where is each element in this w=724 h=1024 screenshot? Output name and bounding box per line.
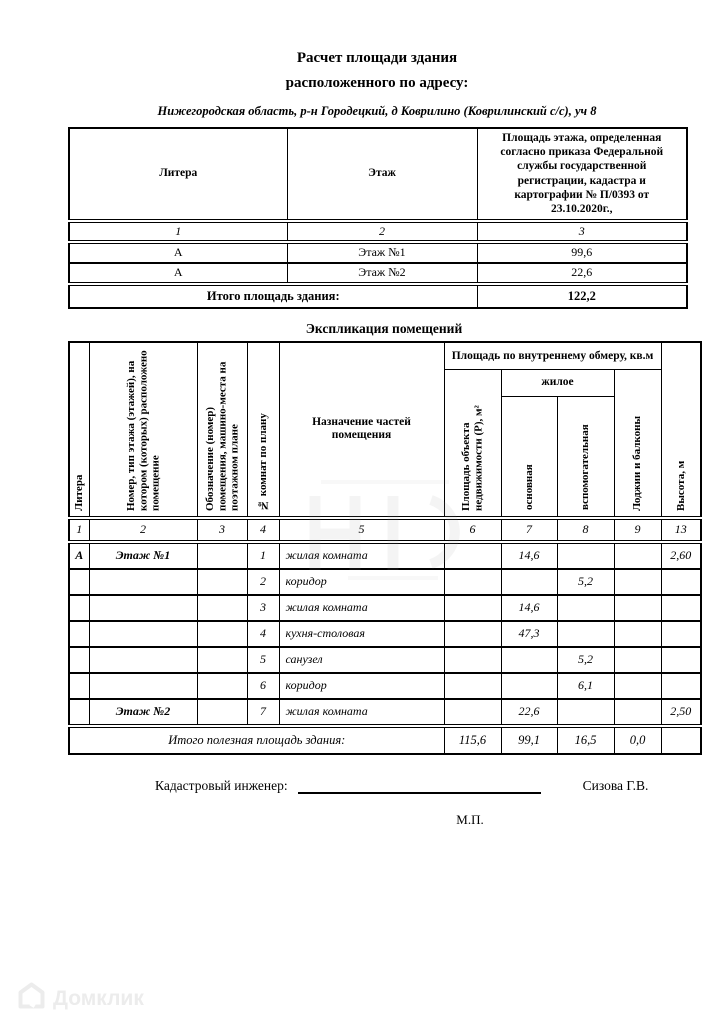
col-number: 1	[69, 518, 89, 542]
cell-main-area	[501, 569, 557, 595]
cell-litera	[69, 673, 89, 699]
col-number: 5	[279, 518, 444, 542]
cell-loggias	[614, 699, 661, 726]
table-row	[69, 673, 701, 699]
cell-main-area	[501, 647, 557, 673]
explication-total-row	[69, 726, 701, 754]
address-line: Нижегородская область, р-н Городецкий, д Коврилино (Коврилинский с/с), уч 8	[157, 103, 597, 118]
cell-floor: Этаж №1	[89, 542, 197, 569]
floor-table-number-row	[69, 221, 687, 242]
cell-room: 7	[247, 699, 279, 726]
cell-area: 22,6	[477, 263, 687, 284]
cell-loggias	[614, 673, 661, 699]
cell-room: 5	[247, 647, 279, 673]
title-line-1: Расчет площади здания	[296, 50, 458, 66]
cell-litera: А	[69, 242, 287, 263]
cell-aux-area	[557, 621, 614, 647]
cell-height	[661, 621, 701, 647]
col-number: 4	[247, 518, 279, 542]
header-main-area: основная	[501, 396, 557, 518]
header-object-area: Площадь объекта недвижимости (Р), м²	[444, 370, 501, 518]
cell-main-area: 22,6	[501, 699, 557, 726]
header-living-group: жилое	[501, 370, 614, 396]
cell-area: 99,6	[477, 242, 687, 263]
header-designation: Обозначение (номер) помещения, машино-места на поэтажном плане	[197, 342, 247, 518]
cell-room: 2	[247, 569, 279, 595]
stamp-place-label: М.П.	[456, 811, 484, 827]
cell-height	[661, 647, 701, 673]
cell-purpose: коридор	[279, 673, 444, 699]
cell-floor	[89, 647, 197, 673]
cell-object-area	[444, 542, 501, 569]
cell-aux-area: 5,2	[557, 569, 614, 595]
col-number: 1	[69, 221, 287, 242]
header-inner-area-group: Площадь по внутреннему обмеру, кв.м	[444, 342, 661, 370]
header-purpose: Назначение частей помещения	[279, 342, 444, 518]
cell-litera	[69, 621, 89, 647]
cell-object-area	[444, 647, 501, 673]
cell-main-area	[501, 673, 557, 699]
table-row	[69, 647, 701, 673]
total-label: Итого полезная площадь здания:	[69, 726, 444, 754]
domclick-watermark	[18, 982, 144, 1015]
cell-main-area: 14,6	[501, 595, 557, 621]
table-row	[69, 542, 701, 569]
col-number: 3	[477, 221, 687, 242]
cell-aux-area	[557, 699, 614, 726]
header-floor: Этаж	[287, 128, 477, 221]
cell-height: 2,50	[661, 699, 701, 726]
cell-litera: А	[69, 263, 287, 284]
total-value: 122,2	[477, 284, 687, 308]
cell-designation	[197, 569, 247, 595]
cell-room: 4	[247, 621, 279, 647]
col-number: 2	[89, 518, 197, 542]
cell-height	[661, 595, 701, 621]
cell-designation	[197, 647, 247, 673]
cell-object-area	[444, 595, 501, 621]
table-row	[69, 242, 687, 263]
cell-aux-area	[557, 542, 614, 569]
header-height: Высота, м	[661, 342, 701, 518]
total-height	[661, 726, 701, 754]
cell-litera	[69, 595, 89, 621]
cell-height	[661, 673, 701, 699]
cell-floor	[89, 673, 197, 699]
cell-floor: Этаж №1	[287, 242, 477, 263]
header-litera: Литера	[69, 128, 287, 221]
brand-text: Домклик	[53, 986, 144, 1010]
explication-number-row	[69, 518, 701, 542]
cell-room: 6	[247, 673, 279, 699]
cell-room: 3	[247, 595, 279, 621]
cell-aux-area: 5,2	[557, 647, 614, 673]
header-litera: Литера	[69, 342, 89, 518]
cell-floor	[89, 569, 197, 595]
cell-main-area: 14,6	[501, 542, 557, 569]
engineer-label: Кадастровый инженер:	[155, 777, 288, 793]
explication-title: Экспликация помещений	[305, 320, 463, 336]
header-auxiliary-area: вспомогательная	[557, 396, 614, 518]
cell-designation	[197, 542, 247, 569]
house-icon	[18, 982, 45, 1015]
col-number: 7	[501, 518, 557, 542]
explication-table	[68, 341, 702, 755]
cell-designation	[197, 673, 247, 699]
signature-line	[298, 777, 541, 794]
cell-height	[661, 569, 701, 595]
cell-object-area	[444, 569, 501, 595]
cell-litera	[69, 647, 89, 673]
explication-header-row-1	[69, 342, 701, 370]
header-floor-number: Номер, тип этажа (этажей), на котором (которых) расположено помещение	[89, 342, 197, 518]
cell-designation	[197, 595, 247, 621]
cell-purpose: коридор	[279, 569, 444, 595]
cell-designation	[197, 699, 247, 726]
col-number: 9	[614, 518, 661, 542]
cell-litera	[69, 569, 89, 595]
cell-loggias	[614, 647, 661, 673]
cell-purpose: кухня-столовая	[279, 621, 444, 647]
total-label: Итого площадь здания:	[69, 284, 477, 308]
cell-object-area	[444, 673, 501, 699]
cell-loggias	[614, 595, 661, 621]
cell-floor	[89, 595, 197, 621]
cell-litera	[69, 699, 89, 726]
col-number: 3	[197, 518, 247, 542]
cell-loggias	[614, 569, 661, 595]
cell-floor: Этаж №2	[89, 699, 197, 726]
title-line-2: расположенного по адресу:	[285, 74, 469, 91]
floor-area-table	[68, 127, 688, 309]
cell-aux-area: 6,1	[557, 673, 614, 699]
cell-purpose: жилая комната	[279, 699, 444, 726]
engineer-name: Сизова Г.В.	[582, 777, 649, 793]
cell-purpose: санузел	[279, 647, 444, 673]
cell-room: 1	[247, 542, 279, 569]
cell-purpose: жилая комната	[279, 595, 444, 621]
table-row	[69, 569, 701, 595]
cell-purpose: жилая комната	[279, 542, 444, 569]
cell-designation	[197, 621, 247, 647]
floor-table-header-row	[69, 128, 687, 221]
col-number: 13	[661, 518, 701, 542]
total-loggias: 0,0	[614, 726, 661, 754]
cell-loggias	[614, 542, 661, 569]
col-number: 8	[557, 518, 614, 542]
table-row	[69, 595, 701, 621]
cell-object-area	[444, 621, 501, 647]
header-area: Площадь этажа, определенная согласно приказа Федеральной службы государственной регистрации, кадастра и картографии № П/0393 от 23.10.2020г.,	[477, 128, 687, 221]
total-object-area: 115,6	[444, 726, 501, 754]
cell-loggias	[614, 621, 661, 647]
cell-litera: А	[69, 542, 89, 569]
header-room-number: № комнат по плану	[247, 342, 279, 518]
total-aux-area: 16,5	[557, 726, 614, 754]
col-number: 6	[444, 518, 501, 542]
cell-main-area: 47,3	[501, 621, 557, 647]
total-main-area: 99,1	[501, 726, 557, 754]
cell-aux-area	[557, 595, 614, 621]
cell-floor: Этаж №2	[287, 263, 477, 284]
signature-row	[68, 777, 708, 794]
col-number: 2	[287, 221, 477, 242]
table-row	[69, 263, 687, 284]
cell-floor	[89, 621, 197, 647]
cell-object-area	[444, 699, 501, 726]
table-row	[69, 621, 701, 647]
header-loggias: Лоджии и балконы	[614, 370, 661, 518]
floor-table-total-row	[69, 284, 687, 308]
cell-height: 2,60	[661, 542, 701, 569]
page-title	[68, 46, 686, 96]
table-row	[69, 699, 701, 726]
